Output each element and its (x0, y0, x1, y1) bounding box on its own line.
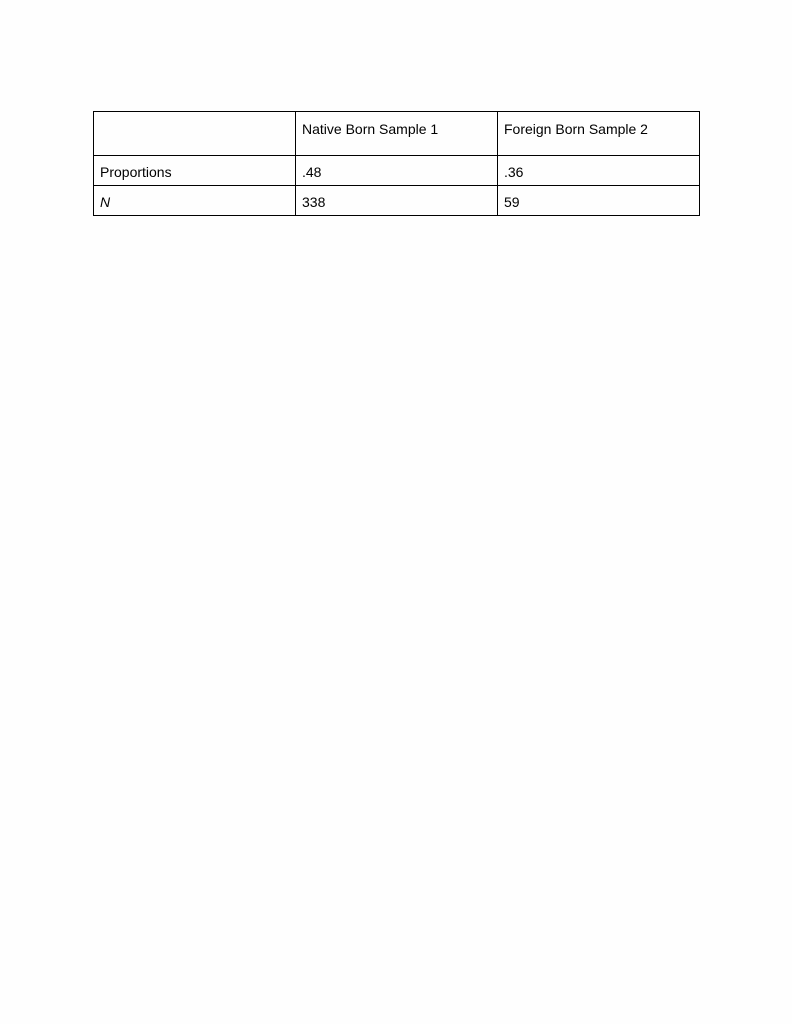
data-table (93, 111, 700, 216)
header-cell-native-born: Native Born Sample 1 (296, 112, 498, 156)
header-cell-empty (94, 112, 296, 156)
header-cell-foreign-born: Foreign Born Sample 2 (498, 112, 700, 156)
row-label-n: N (94, 186, 296, 216)
cell-n-foreign: 59 (498, 186, 700, 216)
cell-proportion-native: .48 (296, 156, 498, 186)
cell-proportion-foreign: .36 (498, 156, 700, 186)
table-row (94, 186, 700, 216)
row-label-proportions: Proportions (94, 156, 296, 186)
table-header-row (94, 112, 700, 156)
cell-n-native: 338 (296, 186, 498, 216)
table-row (94, 156, 700, 186)
